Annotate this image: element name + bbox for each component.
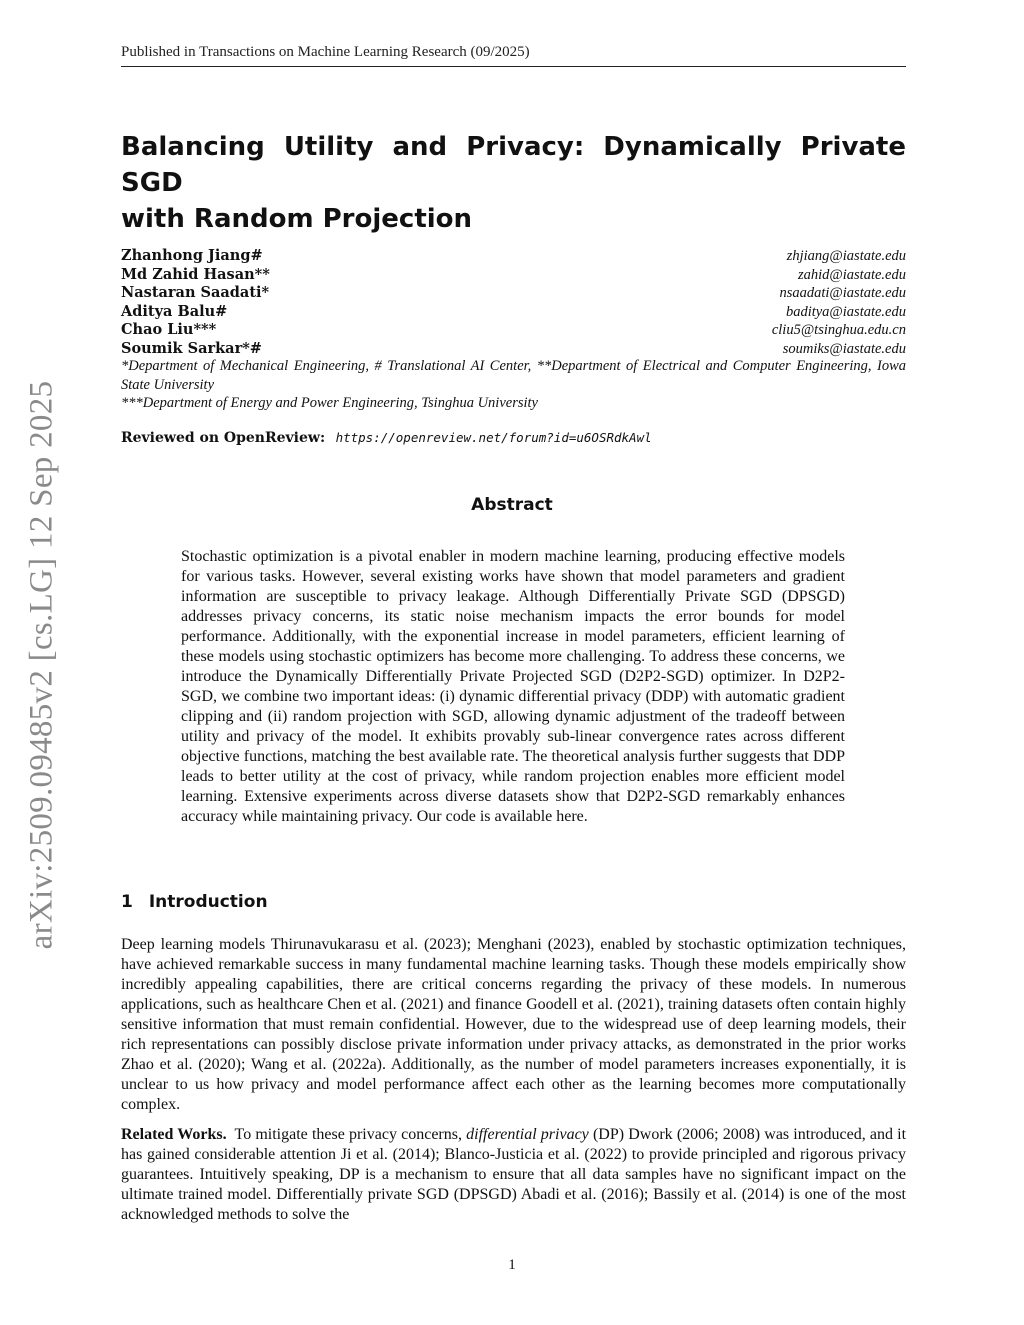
related-works-lead: Related Works.: [121, 1126, 227, 1143]
arxiv-identifier-text: arXiv:2509.09485v2 [cs.LG] 12 Sep 2025: [23, 380, 60, 950]
related-works-text-rest: (DP) Dwork (2006; 2008) was introduced, and it has gained considerable attention Ji et al. (2014); Blanco-Justicia et al. (2022) to provide principled and rigorous privacy guarantees. Intuitively speaking, DP is a mechanism to ensure that all data samples have no significant impact on the ultimate trained model. Differentially private SGD (DPSGD) Abadi et al. (2016); Bassily et al. (2014) is one of the most acknowledged methods to solve the: [121, 1126, 907, 1223]
author-row: [121, 340, 906, 359]
author-email: baditya@iastate.edu: [785, 303, 906, 320]
abstract-heading: Abstract: [471, 495, 553, 515]
author-email: zahid@iastate.edu: [798, 266, 906, 283]
author-name: Nastaran Saadati*: [121, 284, 270, 301]
author-row: [121, 303, 906, 322]
related-works-text-start: To mitigate these privacy concerns,: [234, 1126, 462, 1143]
author-name: Md Zahid Hasan**: [121, 265, 270, 283]
openreview-link[interactable]: https://openreview.net/forum?id=u6OSRdkAwl: [335, 430, 652, 445]
paper-title: [121, 129, 906, 237]
author-row: [121, 321, 906, 340]
affiliation-tsinghua: ***Department of Energy and Power Engineering, Tsinghua University: [121, 395, 538, 411]
author-row: [121, 247, 906, 266]
author-row: [121, 284, 906, 303]
paper-title-line-1: Balancing Utility and Privacy: Dynamically Private SGD: [121, 132, 906, 198]
author-name: Zhanhong Jiang#: [121, 247, 263, 264]
author-name: Aditya Balu#: [121, 302, 228, 320]
author-email: nsaadati@iastate.edu: [779, 285, 906, 301]
author-row: [121, 266, 906, 285]
affiliation-iowa-state: *Department of Mechanical Engineering, # Translational AI Center, **Department of Electrical and Computer Engineering, Iowa State University: [121, 358, 906, 393]
related-works-emphasis: differential privacy: [466, 1126, 589, 1143]
author-name: Chao Liu***: [121, 321, 217, 338]
author-name: Soumik Sarkar*#: [121, 339, 262, 357]
author-email: zhjiang@iastate.edu: [786, 248, 906, 264]
related-works-paragraph: [121, 1125, 906, 1225]
section-title: Introduction: [148, 892, 268, 912]
page-number: 1: [508, 1257, 516, 1273]
openreview-line: [121, 430, 652, 446]
running-head: Published in Transactions on Machine Learning Research (09/2025): [121, 44, 530, 60]
paper-title-line-2: with Random Projection: [121, 204, 473, 234]
author-list: [121, 247, 906, 358]
header-rule: [121, 66, 906, 67]
section-heading-introduction: [121, 892, 268, 912]
section-number: 1: [121, 892, 133, 912]
author-email: soumiks@iastate.edu: [782, 340, 906, 357]
openreview-label: Reviewed on OpenReview:: [121, 430, 326, 446]
intro-paragraph: Deep learning models Thirunavukarasu et al. (2023); Menghani (2023), enabled by stochastic optimization techniques, have achieved remarkable success in many fundamental machine learning tasks. Though these models empirically show incredibly appealing capabilities, there are critical concerns regarding the privacy of these models. In numerous applications, such as healthcare Chen et al. (2021) and finance Goodell et al. (2021), training datasets often contain highly sensitive information that must remain confidential. However, due to the widespread use of deep learning models, their rich representations can possibly disclose private information under privacy attacks, as demonstrated in the prior works Zhao et al. (2020); Wang et al. (2022a). Additionally, as the number of model parameters increases exponentially, it is unclear to us how privacy and model performance affect each other as the learning becomes more computationally complex.: [121, 936, 906, 1113]
author-email: cliu5@tsinghua.edu.cn: [771, 322, 906, 338]
abstract-text: Stochastic optimization is a pivotal enabler in modern machine learning, producing effective models for various tasks. However, several existing works have shown that model parameters and gradient information are susceptible to privacy leakage. Although Differentially Private SGD (DPSGD) addresses privacy concerns, its static noise mechanism impacts the error bounds for model performance. Additionally, with the exponential increase in model parameters, efficient learning of these models using stochastic optimizers has become more challenging. To address these concerns, we introduce the Dynamically Differentially Private Projected SGD (D2P2-SGD) optimizer. In D2P2-SGD, we combine two important ideas: (i) dynamic differential privacy (DDP) with automatic gradient clipping and (ii) random projection with SGD, allowing dynamic adjustment of the tradeoff between utility and privacy of the model. It exhibits provably sub-linear convergence rates across different objective functions, matching the best available rate. The theoretical analysis further suggests that DDP leads to better utility at the cost of privacy, while random projection enables more efficient model learning. Extensive experiments across diverse datasets show that D2P2-SGD remarkably enhances accuracy while maintaining privacy. Our code is available here.: [181, 548, 845, 825]
